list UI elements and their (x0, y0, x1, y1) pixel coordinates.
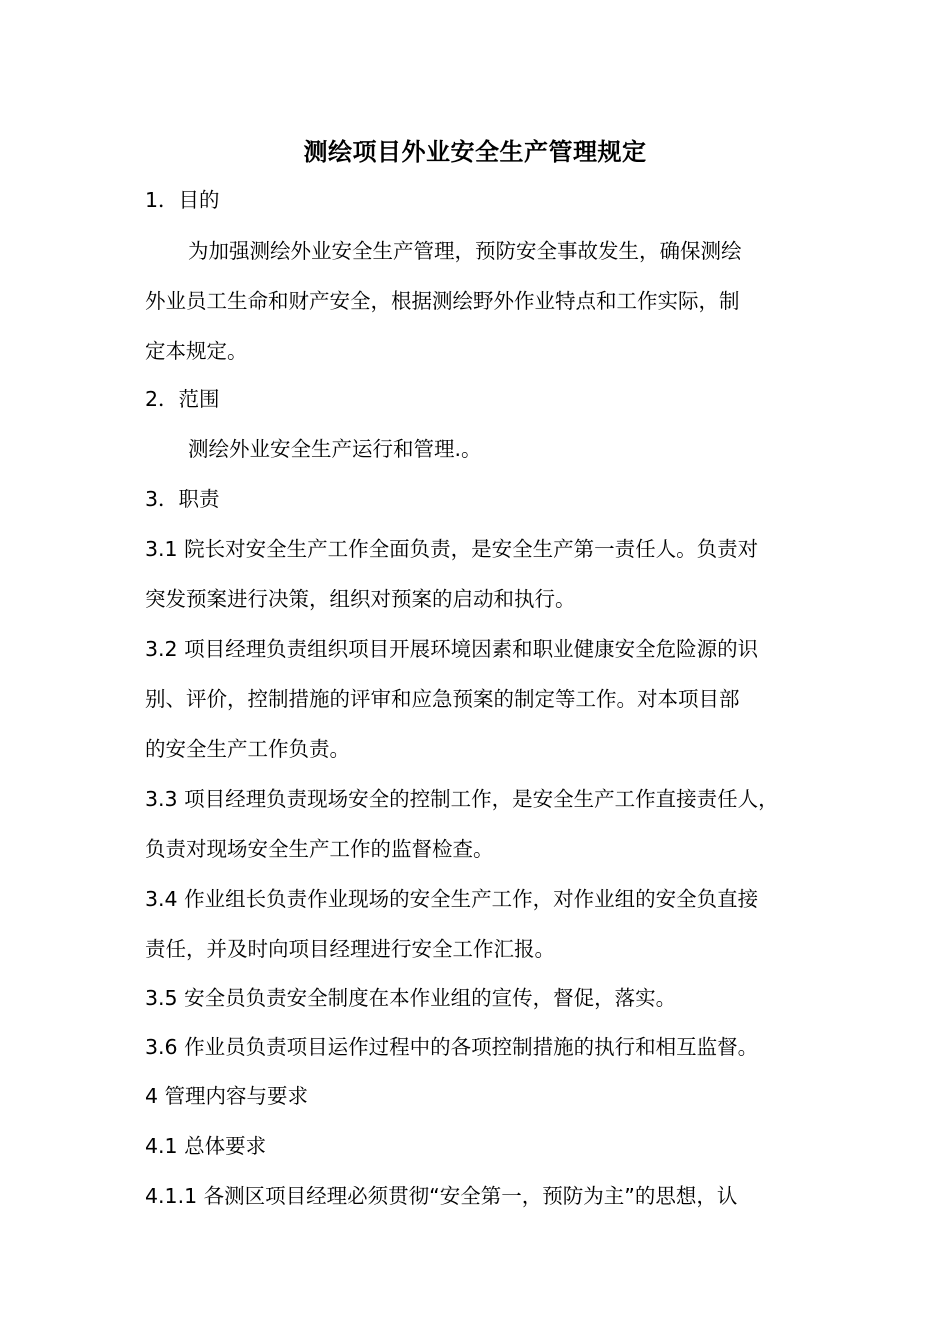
paragraph-line: 3.4 作业组长负责作业现场的安全生产工作，对作业组的安全负直接 (145, 887, 759, 911)
section-heading-management: 4 管理内容与要求 (145, 1084, 309, 1108)
paragraph-line: 3.3 项目经理负责现场安全的控制工作，是安全生产工作直接责任人， (145, 787, 779, 811)
paragraph-line: 3.1 院长对安全生产工作全面负责，是安全生产第一责任人。负责对 (145, 537, 759, 561)
paragraph-line: 3.6 作业员负责项目运作过程中的各项控制措施的执行和相互监督。 (145, 1035, 759, 1059)
paragraph-line: 测绘外业安全生产运行和管理.。 (188, 437, 482, 461)
paragraph-line: 的安全生产工作负责。 (145, 737, 350, 761)
paragraph-line: 责任，并及时向项目经理进行安全工作汇报。 (145, 937, 555, 961)
subsection-heading: 4.1 总体要求 (145, 1134, 267, 1158)
section-heading-responsibilities: 3．职责 (145, 487, 220, 511)
paragraph-line: 别、评价，控制措施的评审和应急预案的制定等工作。对本项目部 (145, 687, 740, 711)
paragraph-line: 负责对现场安全生产工作的监督检查。 (145, 837, 494, 861)
paragraph-line: 突发预案进行决策，组织对预案的启动和执行。 (145, 587, 576, 611)
paragraph-line: 外业员工生命和财产安全，根据测绘野外作业特点和工作实际，制 (145, 289, 740, 313)
paragraph-line: 3.2 项目经理负责组织项目开展环境因素和职业健康安全危险源的识 (145, 637, 759, 661)
document-title: 测绘项目外业安全生产管理规定 (303, 138, 647, 166)
section-heading-scope: 2．范围 (145, 387, 220, 411)
paragraph-line: 4.1.1 各测区项目经理必须贯彻“安全第一，预防为主”的思想，认 (145, 1184, 738, 1208)
section-heading-purpose: 1．目的 (145, 188, 220, 212)
paragraph-line: 3.5 安全员负责安全制度在本作业组的宣传，督促，落实。 (145, 986, 677, 1010)
paragraph-line: 定本规定。 (145, 339, 248, 363)
paragraph-line: 为加强测绘外业安全生产管理，预防安全事故发生，确保测绘 (188, 239, 742, 263)
